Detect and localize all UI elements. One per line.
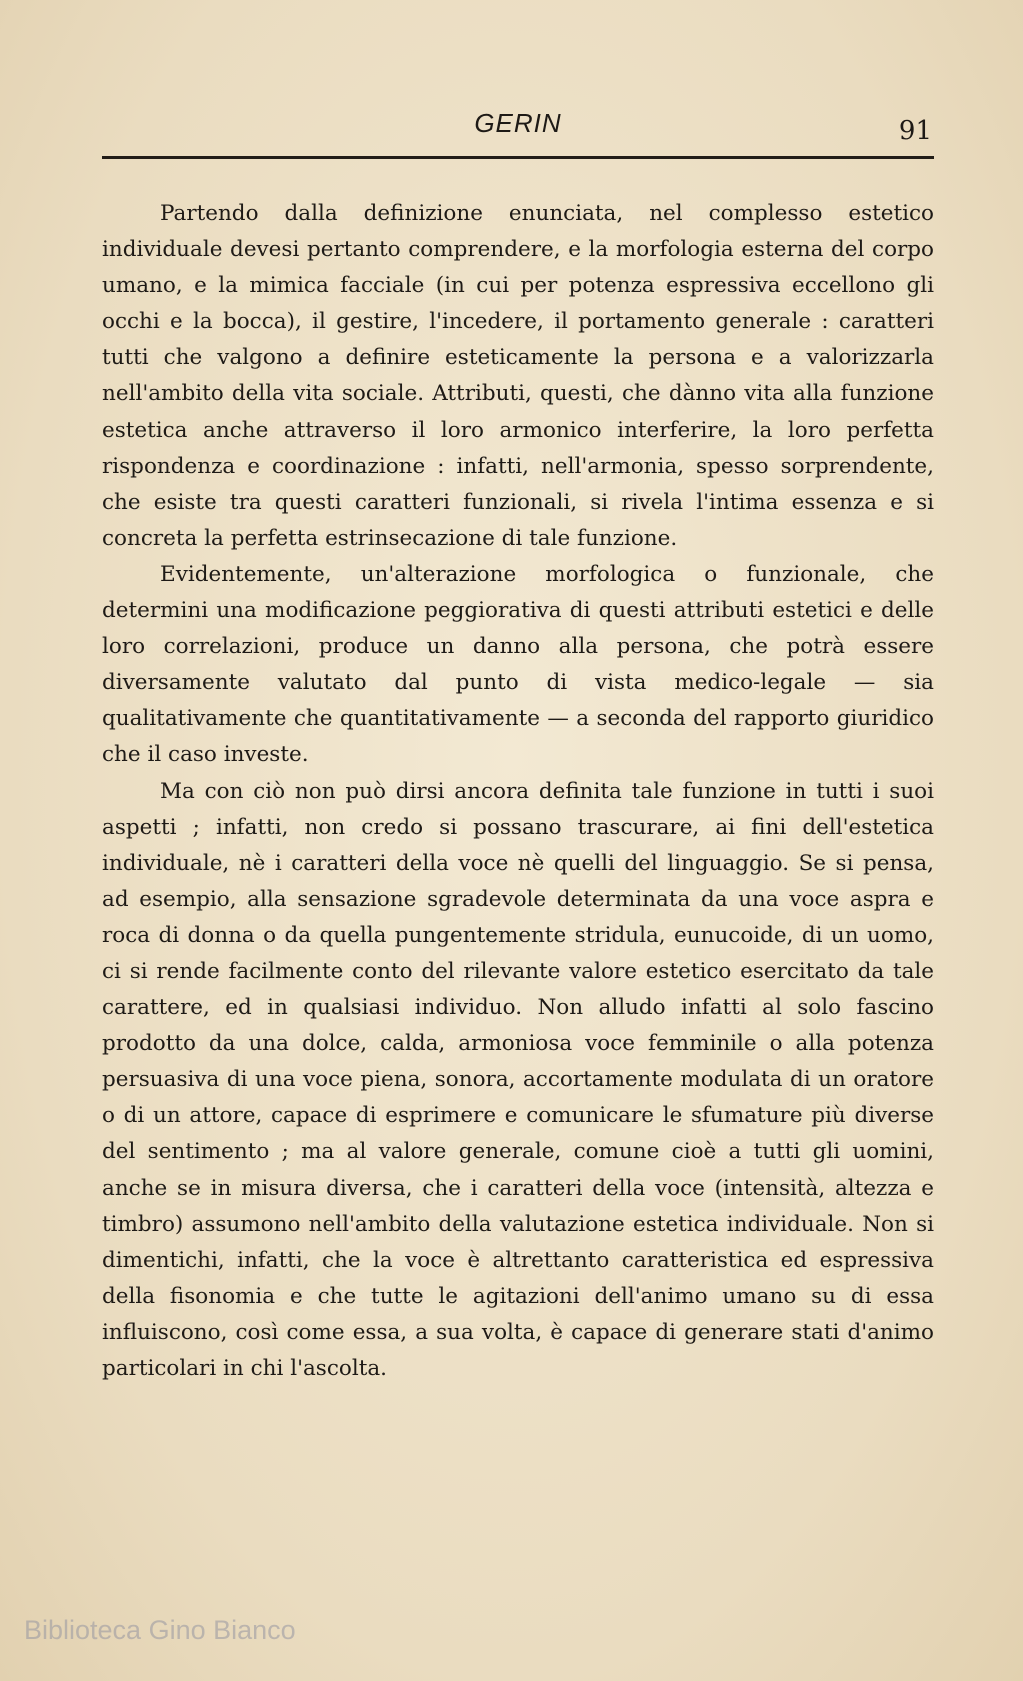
page-number: 91 xyxy=(898,116,932,146)
paragraph-2: Evidentemente, un'alterazione morfologica o funzionale, che determini una modificazione peggiorativa di questi attributi estetici e delle loro correlazioni, produce un danno alla persona, che potrà essere diversamente valutato dal punto di vista medico-legale — sia qualitativamente che quantitativamente — a seconda del rapporto giuridico che il caso investe. xyxy=(102,561,934,768)
page-header xyxy=(102,104,934,154)
body-text xyxy=(102,196,934,1387)
library-watermark: Biblioteca Gino Bianco xyxy=(24,1615,296,1645)
running-title: GERIN xyxy=(474,108,562,138)
paragraph-1: Partendo dalla definizione enunciata, nel complesso estetico individuale devesi pertanto comprendere, e la morfologia esterna del corpo umano, e la mimica facciale (in cui per potenza espressiva eccellono gli occhi e la bocca), il gestire, l'incedere, il portamento generale : caratteri tutti che valgono a definire esteticamente la persona e a valorizzarla nell'ambito della vita sociale. Attributi, questi, che dànno vita alla funzione estetica anche attraverso il loro armonico interferire, la loro perfetta rispondenza e coordinazione : infatti, nell'armonia, spesso sorprendente, che esiste tra questi caratteri funzionali, si rivela l'intima essenza e si concreta la perfetta estrinsecazione di tale funzione. xyxy=(102,201,934,551)
paragraph-3: Ma con ciò non può dirsi ancora definita tale funzione in tutti i suoi aspetti ; infatti, non credo si possano trascurare, ai fini dell'estetica individuale, nè i caratteri della voce nè quelli del linguaggio. Se si pensa, ad esempio, alla sensazione sgradevole determinata da una voce aspra e roca di donna o da quella pungentemente stridula, eunucoide, di un uomo, ci si rende facilmente conto del rilevante valore estetico esercitato da tale carattere, ed in qualsiasi individuo. Non alludo infatti al solo fascino prodotto da una dolce, calda, armoniosa voce femminile o alla potenza persuasiva di una voce piena, sonora, accortamente modulata di un oratore o di un attore, capace di esprimere e comunicare le sfumature più diverse del sentimento ; ma al valore generale, comune cioè a tutti gli uomini, anche se in misura diversa, che i caratteri della voce (intensità, altezza e timbro) assumono nell'ambito della valutazione estetica individuale. Non si dimentichi, infatti, che la voce è altrettanto caratteristica ed espressiva della fisonomia e che tutte le agitazioni dell'animo umano su di essa influiscono, così come essa, a sua volta, è capace di generare stati d'animo particolari in chi l'ascolta. xyxy=(102,778,934,1381)
header-rule xyxy=(102,156,934,159)
